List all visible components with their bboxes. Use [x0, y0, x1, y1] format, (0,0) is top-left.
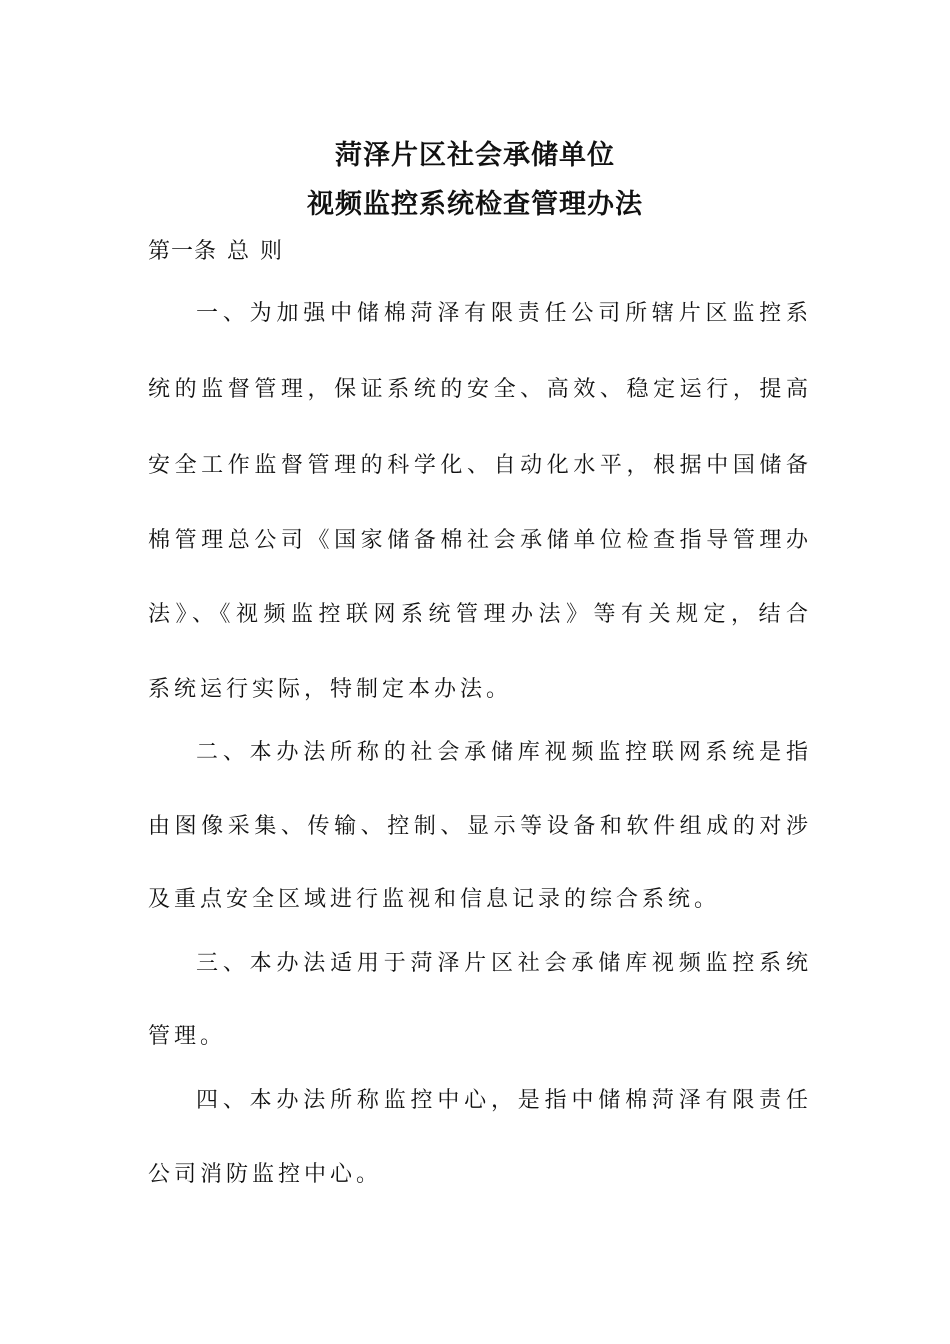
paragraph-1-line-1: 一、为加强中储棉菏泽有限责任公司所辖片区监控系: [196, 301, 808, 326]
paragraph-1-line-5: 法》、《视频监控联网系统管理办法》等有关规定，结合: [148, 602, 808, 627]
paragraph-2-line-1: 二、本办法所称的社会承储库视频监控联网系统是指: [196, 740, 808, 765]
document-title-line-1: 菏泽片区社会承储单位: [335, 140, 615, 171]
paragraph-3-line-2: 管理。: [148, 1024, 227, 1049]
section-number: 第一条: [148, 239, 218, 264]
paragraph-1-line-6: 系统运行实际，特制定本办法。: [148, 677, 513, 702]
paragraph-4-line-1: 四、本办法所称监控中心，是指中储棉菏泽有限责任: [196, 1088, 808, 1113]
paragraph-2-line-2: 由图像采集、传输、控制、显示等设备和软件组成的对涉: [148, 814, 808, 839]
paragraph-4-line-2: 公司消防监控中心。: [148, 1162, 383, 1187]
section-name: 总: [227, 239, 251, 264]
paragraph-1-line-2: 统的监督管理，保证系统的安全、高效、稳定运行，提高: [148, 377, 808, 402]
paragraph-2-line-3: 及重点安全区域进行监视和信息记录的综合系统。: [148, 887, 721, 912]
paragraph-3-line-1: 三、本办法适用于菏泽片区社会承储库视频监控系统: [196, 951, 808, 976]
section-heading: [148, 234, 293, 265]
section-name-2: 则: [260, 239, 284, 264]
document-title-line-2: 视频监控系统检查管理办法: [307, 189, 643, 220]
paragraph-1-line-4: 棉管理总公司《国家储备棉社会承储单位检查指导管理办: [148, 528, 808, 553]
paragraph-1-line-3: 安全工作监督管理的科学化、自动化水平，根据中国储备: [148, 453, 808, 478]
